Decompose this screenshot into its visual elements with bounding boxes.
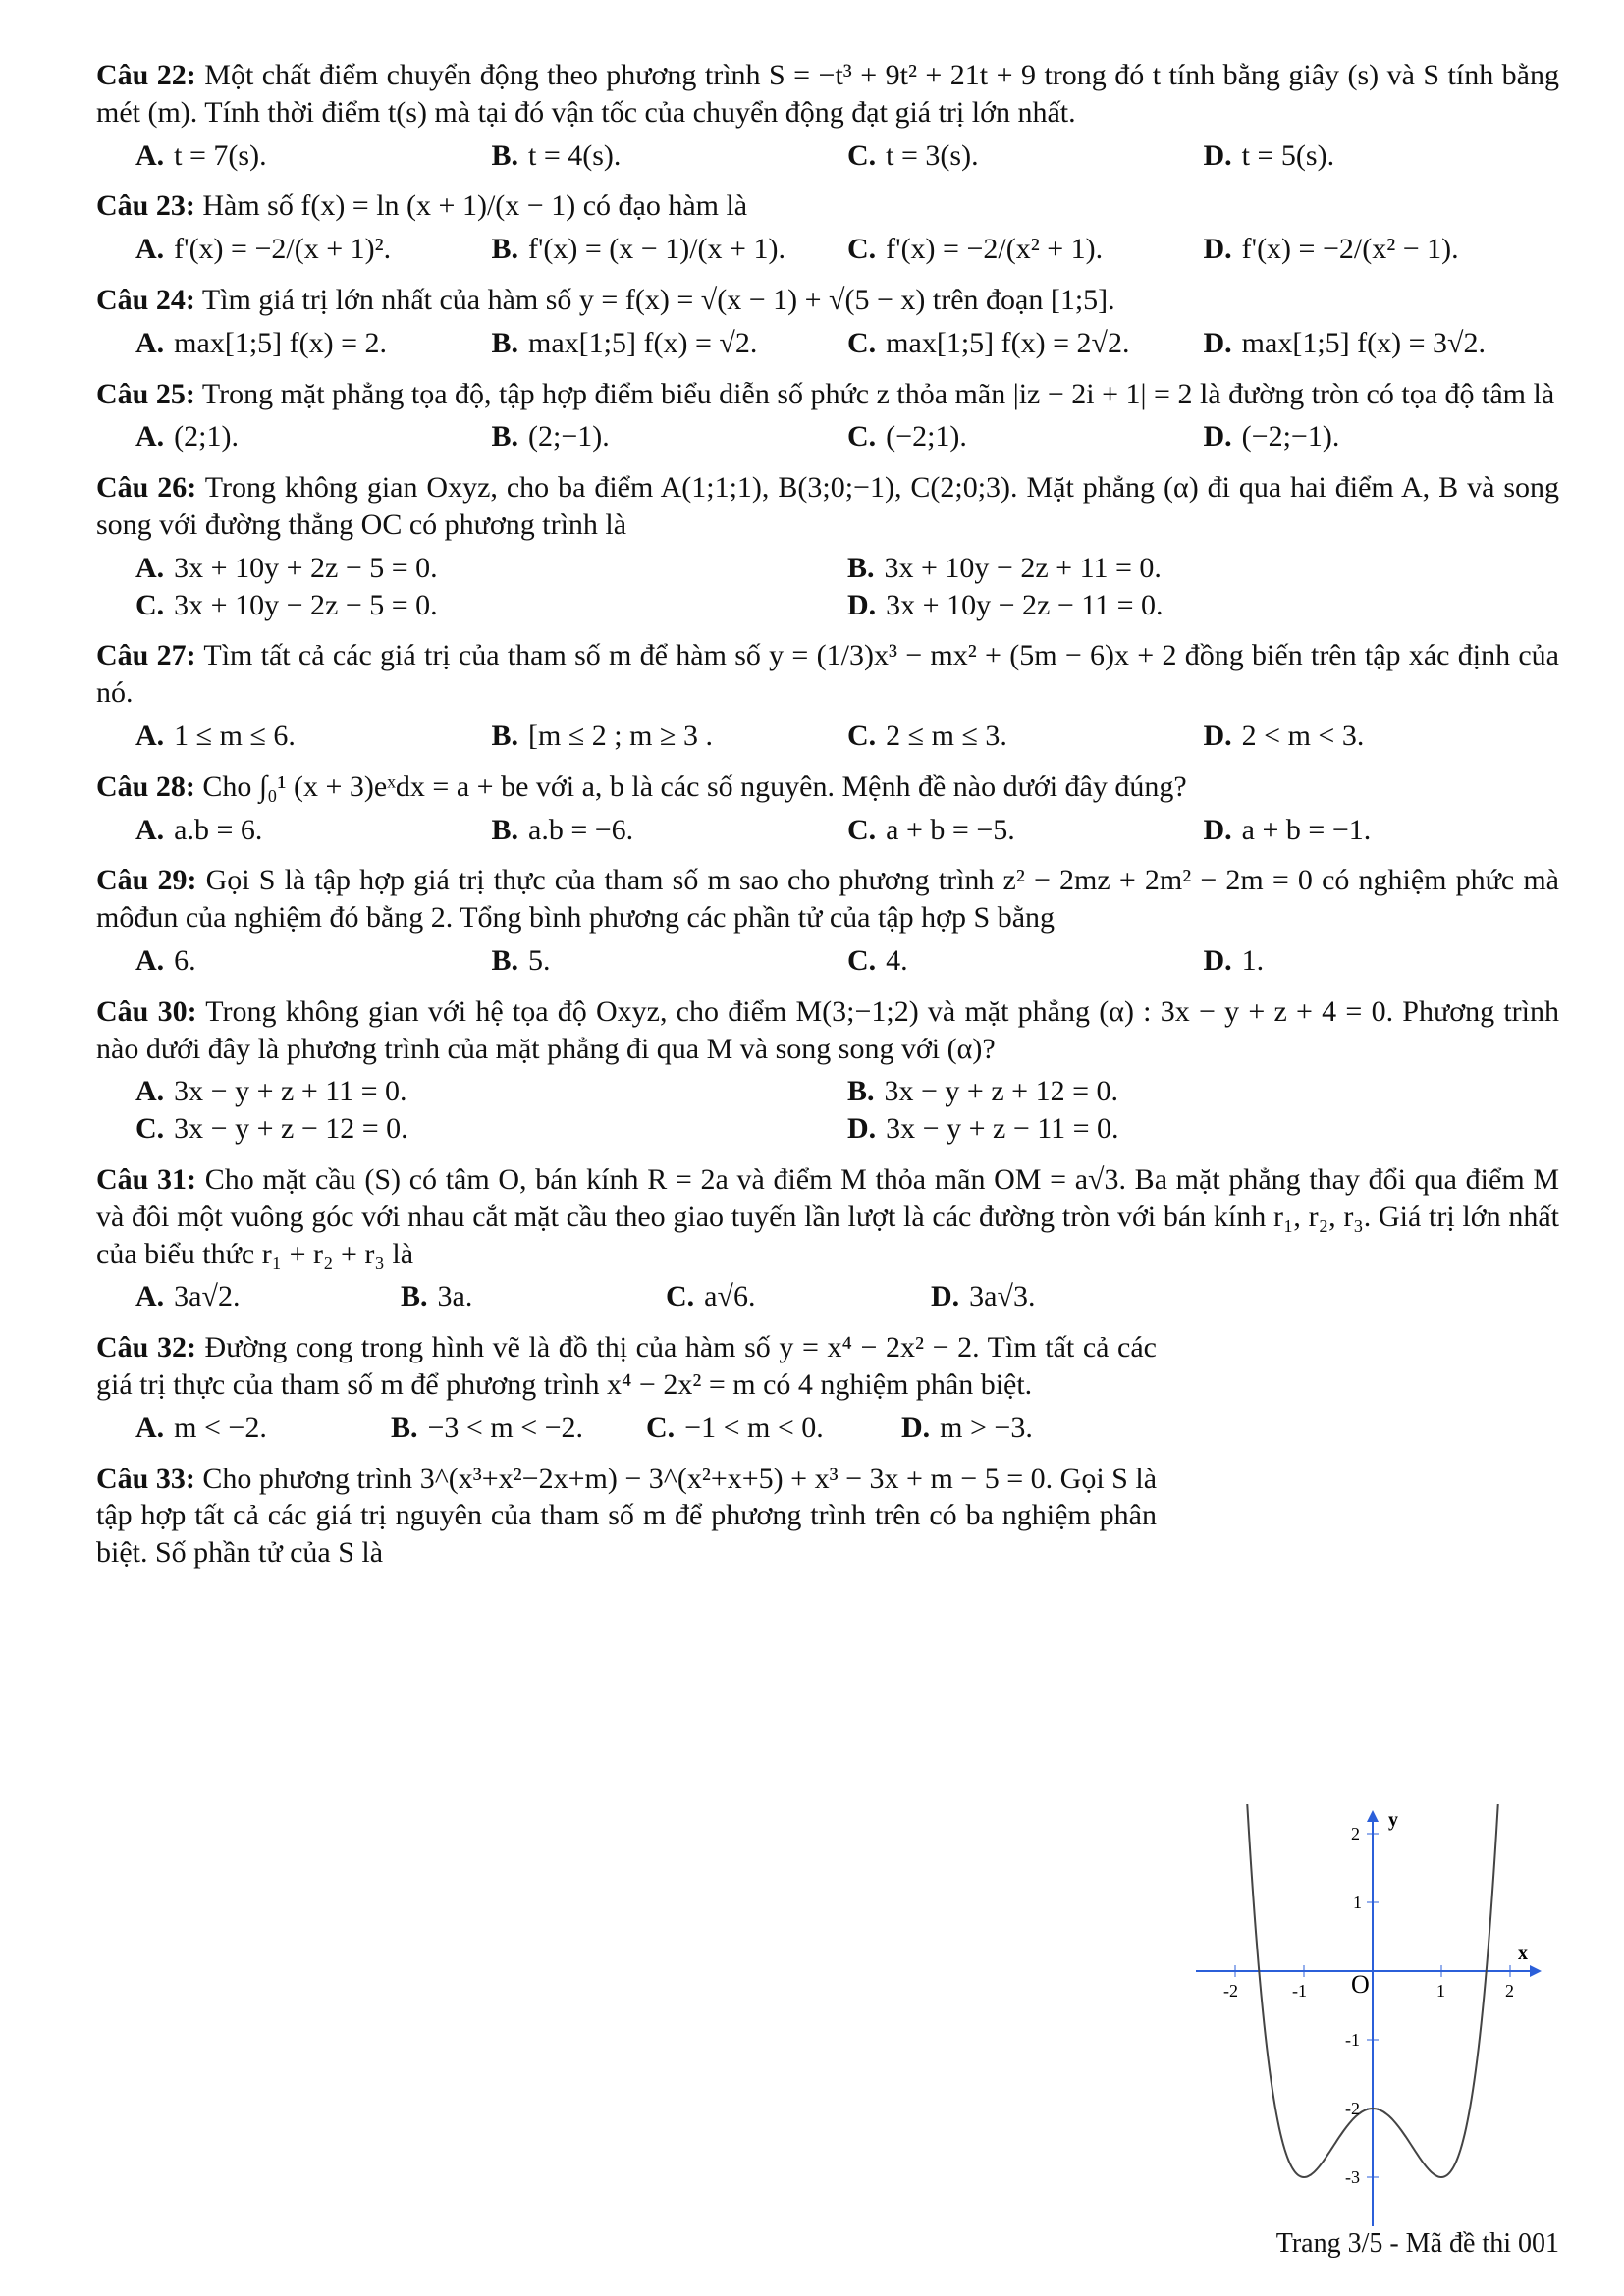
options (135, 1410, 1157, 1447)
option-b[interactable]: B. t = 4(s). (491, 138, 622, 172)
question-number: Câu 25: (96, 377, 195, 410)
option-d[interactable]: D. 1. (1203, 943, 1265, 977)
question-text: Tìm giá trị lớn nhất của hàm số y = f(x) = √(x − 1) + √(5 − x) trên đoạn [1;5]. (201, 283, 1115, 316)
question-28 (96, 769, 1559, 849)
question-text: Hàm số f(x) = ln (x + 1)/(x − 1) có đạo hàm là (202, 189, 748, 223)
question-number: Câu 24: (96, 283, 195, 316)
x-axis-arrow (1530, 1965, 1542, 1977)
question-text: Trong mặt phẳng tọa độ, tập hợp điểm biểu diễn số phức z thỏa mãn |iz − 2i + 1| = 2 là đường tròn có tọa độ tâm là (201, 377, 1555, 410)
option-b[interactable]: B. 3x − y + z + 12 = 0. (847, 1075, 1119, 1108)
function-graph (1196, 1804, 1549, 2226)
option-c[interactable]: C. f'(x) = −2/(x² + 1). (847, 233, 1104, 266)
option-a[interactable]: A. f'(x) = −2/(x + 1)². (135, 233, 392, 266)
question-number: Câu 26: (96, 471, 197, 505)
option-c[interactable]: C. 2 ≤ m ≤ 3. (847, 719, 1007, 752)
question-27 (96, 637, 1559, 754)
question-number: Câu 27: (96, 639, 196, 672)
option-b[interactable]: B. 3x + 10y − 2z + 11 = 0. (847, 551, 1162, 584)
question-text: Đường cong trong hình vẽ là đồ thị của hàm số y = x⁴ − 2x² − 2. Tìm tất cả các giá trị thực của tham số m để phương trình x⁴ − 2x² = m có 4 nghiệm phân biệt. (96, 1331, 1157, 1401)
option-c[interactable]: C. a√6. (666, 1280, 756, 1313)
question-text: Cho ∫₀¹ (x + 3)eˣdx = a + be với a, b là các số nguyên. Mệnh đề nào dưới đây đúng? (202, 770, 1187, 803)
x-tick-label: 1 (1436, 1981, 1445, 2001)
options (135, 942, 1559, 980)
option-d[interactable]: D. t = 5(s). (1203, 138, 1335, 172)
exam-page (96, 57, 1559, 1572)
option-b[interactable]: B. 5. (491, 943, 551, 977)
option-b[interactable]: B. max[1;5] f(x) = √2. (491, 326, 758, 359)
option-b[interactable]: B. −3 < m < −2. (391, 1411, 584, 1444)
question-number: Câu 33: (96, 1462, 195, 1495)
option-a[interactable]: A. t = 7(s). (135, 138, 267, 172)
x-tick-label: 2 (1505, 1981, 1514, 2001)
question-number: Câu 23: (96, 189, 195, 223)
question-33 (96, 1461, 1157, 1572)
option-c[interactable]: C. 3x + 10y − 2z − 5 = 0. (135, 588, 438, 621)
y-tick-label: -1 (1345, 2030, 1360, 2050)
question-text: Một chất điểm chuyển động theo phương trình S = −t³ + 9t² + 21t + 9 trong đó t tính bằng giây (s) và S tính bằng mét (m). Tính thời điểm t(s) mà tại đó vận tốc của chuyển động đạt giá trị lớn nhất. (96, 59, 1559, 129)
option-b[interactable]: B. 3a. (401, 1280, 473, 1313)
options (135, 812, 1559, 849)
question-number: Câu 30: (96, 994, 197, 1028)
question-26 (96, 469, 1559, 623)
option-a[interactable]: A. max[1;5] f(x) = 2. (135, 326, 388, 359)
options (135, 1278, 1196, 1315)
option-d[interactable]: D. m > −3. (901, 1411, 1033, 1444)
option-d[interactable]: D. 3x + 10y − 2z − 11 = 0. (847, 588, 1164, 621)
options (135, 137, 1559, 175)
options (135, 418, 1559, 455)
question-number: Câu 32: (96, 1331, 196, 1364)
options (135, 231, 1559, 268)
y-tick-label: 1 (1353, 1893, 1362, 1912)
option-d[interactable]: D. max[1;5] f(x) = 3√2. (1203, 326, 1486, 359)
options (135, 718, 1559, 755)
page-footer: Trang 3/5 - Mã đề thi 001 (1275, 2228, 1559, 2259)
question-32 (96, 1329, 1157, 1446)
options (135, 1073, 1559, 1148)
y-tick-label: -3 (1345, 2167, 1360, 2187)
option-c[interactable]: C. a + b = −5. (847, 813, 1015, 846)
question-text: Trong không gian Oxyz, cho ba điểm A(1;1;1), B(3;0;−1), C(2;0;3). Mặt phẳng (α) đi qua hai điểm A, B và song song với đường thẳng OC có phương trình là (96, 471, 1559, 541)
question-text: Tìm tất cả các giá trị của tham số m để hàm số y = (1/3)x³ − mx² + (5m − 6)x + 2 đồng biến trên tập xác định của nó. (96, 639, 1559, 710)
option-d[interactable]: D. 2 < m < 3. (1203, 719, 1365, 752)
option-d[interactable]: D. a + b = −1. (1203, 813, 1372, 846)
question-number: Câu 29: (96, 864, 197, 897)
option-c[interactable]: C. 4. (847, 943, 908, 977)
option-b[interactable]: B. [m ≤ 2 ; m ≥ 3 . (491, 719, 713, 752)
question-30 (96, 993, 1559, 1148)
option-d[interactable]: D. 3x − y + z − 11 = 0. (847, 1112, 1119, 1146)
question-text: Cho phương trình 3^(x³+x²−2x+m) − 3^(x²+x+5) + x³ − 3x + m − 5 = 0. Gọi S là tập hợp tất cả các giá trị nguyên của tham số m để phương trình trên có ba nghiệm phân biệt. Số phần tử của S là (96, 1462, 1158, 1570)
option-d[interactable]: D. (−2;−1). (1203, 420, 1340, 454)
question-23 (96, 187, 1559, 268)
question-24 (96, 282, 1559, 362)
question-number: Câu 22: (96, 59, 196, 91)
question-number: Câu 31: (96, 1162, 197, 1196)
y-tick-label: -2 (1345, 2099, 1360, 2118)
option-c[interactable]: C. max[1;5] f(x) = 2√2. (847, 326, 1130, 359)
option-a[interactable]: A. 3x + 10y + 2z − 5 = 0. (135, 551, 438, 584)
option-a[interactable]: A. m < −2. (135, 1411, 267, 1444)
option-c[interactable]: C. 3x − y + z − 12 = 0. (135, 1112, 408, 1146)
x-axis-label: x (1518, 1943, 1528, 1964)
question-31 (96, 1161, 1559, 1315)
x-tick-label: -1 (1292, 1981, 1307, 2001)
question-text: Trong không gian với hệ tọa độ Oxyz, cho điểm M(3;−1;2) và mặt phẳng (α) : 3x − y + z + 4 = 0. Phương trình nào dưới đây là phương trình của mặt phẳng đi qua M và song song với (α)? (96, 994, 1559, 1065)
option-a[interactable]: A. 3x − y + z + 11 = 0. (135, 1075, 407, 1108)
option-d[interactable]: D. f'(x) = −2/(x² − 1). (1203, 233, 1459, 266)
option-a[interactable]: A. 6. (135, 943, 196, 977)
option-c[interactable]: C. −1 < m < 0. (646, 1411, 824, 1444)
question-22 (96, 57, 1559, 174)
option-b[interactable]: B. f'(x) = (x − 1)/(x + 1). (491, 233, 785, 266)
question-text: Cho mặt cầu (S) có tâm O, bán kính R = 2a và điểm M thỏa mãn OM = a√3. Ba mặt phẳng thay đổi qua điểm M và đôi một vuông góc với nhau cắt mặt cầu theo giao tuyến lần lượt là các đường tròn với bán kính r₁, r₂, r₃. Giá trị lớn nhất của biểu thức r₁ + r₂ + r₃ là (96, 1162, 1559, 1270)
option-b[interactable]: B. (2;−1). (491, 420, 610, 454)
question-text: Gọi S là tập hợp giá trị thực của tham số m sao cho phương trình z² − 2mz + 2m² − 2m = 0 có nghiệm phức mà môđun của nghiệm đó bằng 2. Tổng bình phương các phần tử của tập hợp S bằng (96, 864, 1559, 934)
origin-label: O (1351, 1970, 1370, 1999)
option-d[interactable]: D. 3a√3. (931, 1280, 1036, 1313)
option-a[interactable]: A. 1 ≤ m ≤ 6. (135, 719, 296, 752)
option-a[interactable]: A. a.b = 6. (135, 813, 263, 846)
x-tick-label: -2 (1223, 1981, 1238, 2001)
question-29 (96, 862, 1559, 979)
y-axis-arrow (1367, 1810, 1379, 1822)
question-25 (96, 376, 1559, 456)
options (135, 550, 1559, 624)
question-number: Câu 28: (96, 770, 195, 803)
option-c[interactable]: C. t = 3(s). (847, 138, 979, 172)
y-tick-label: 2 (1351, 1824, 1360, 1843)
y-axis-label: y (1388, 1809, 1398, 1831)
options (135, 325, 1559, 362)
option-a[interactable]: A. 3a√2. (135, 1280, 241, 1313)
option-a[interactable]: A. (2;1). (135, 420, 239, 454)
option-c[interactable]: C. (−2;1). (847, 420, 967, 454)
option-b[interactable]: B. a.b = −6. (491, 813, 634, 846)
